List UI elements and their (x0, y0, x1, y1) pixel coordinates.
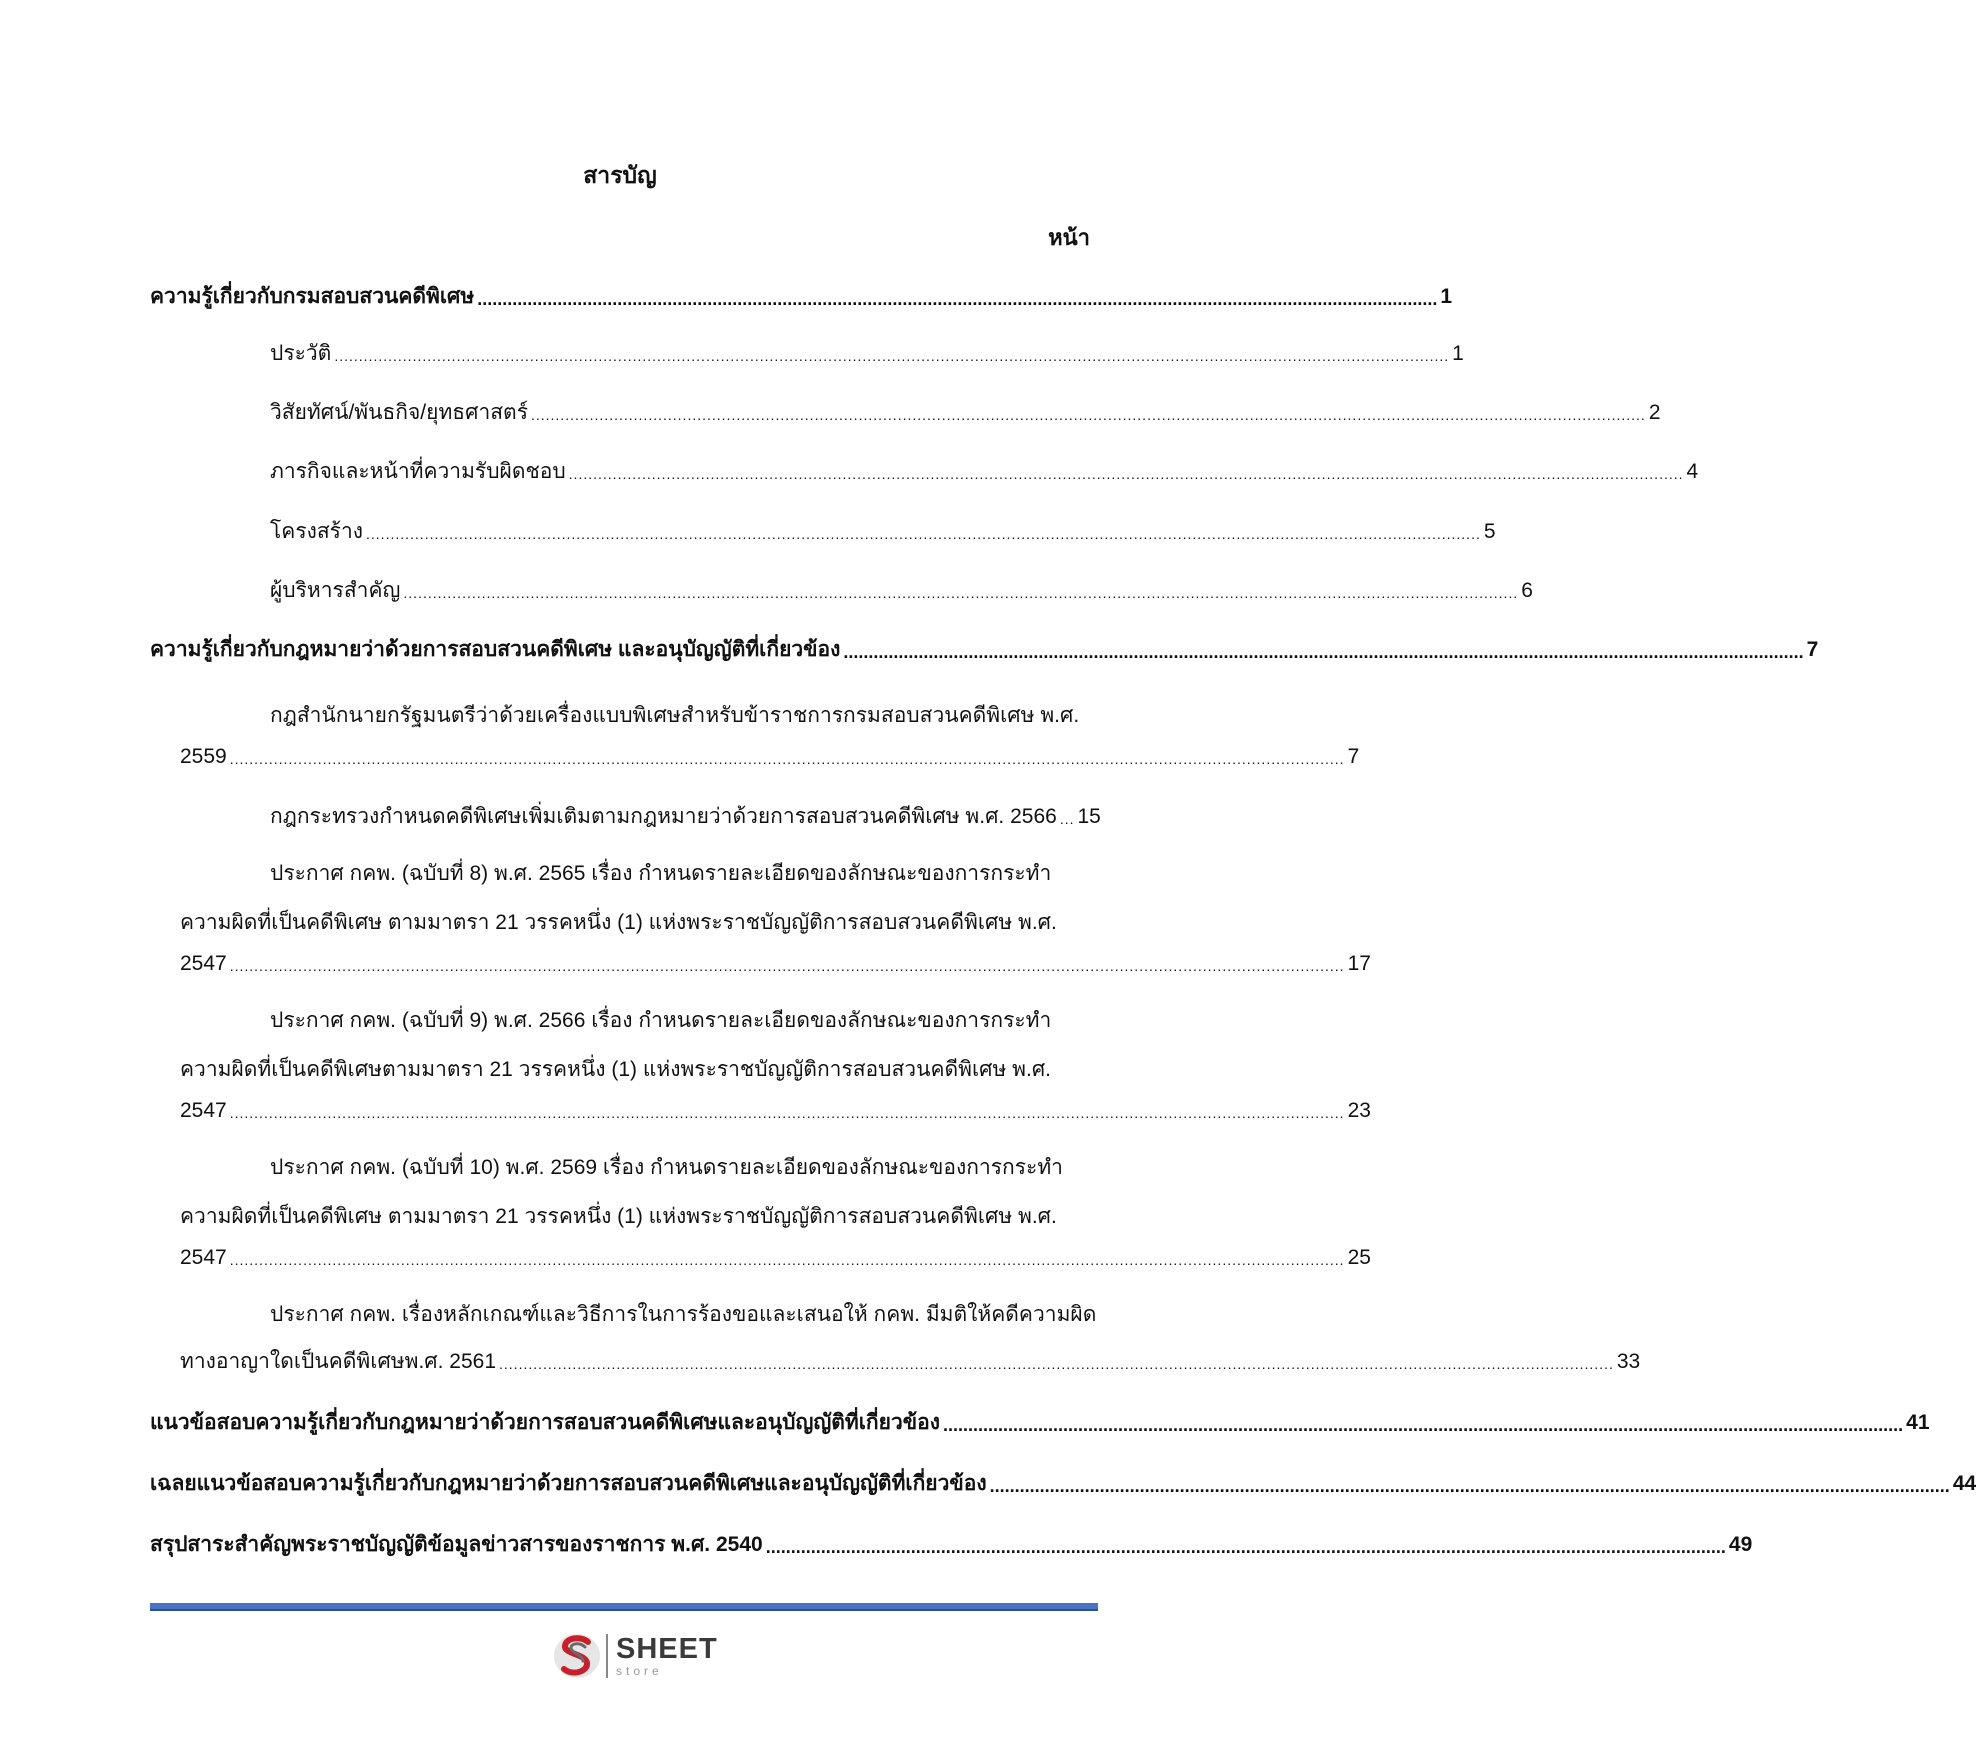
toc-item-criteria-announcement[interactable] (180, 1341, 1641, 1375)
footer-rule (150, 1603, 1098, 1611)
toc-entry-label: 2547 (180, 1099, 227, 1122)
toc-item-structure[interactable] (270, 511, 1496, 545)
toc-item-announcement-8[interactable] (180, 943, 1371, 977)
toc-entry-label: ผู้บริหารสำคัญ (270, 579, 401, 602)
leader-dots: ................................................................................................................................................................................................ (843, 642, 1804, 662)
toc-page-number: 25 (1347, 1246, 1371, 1269)
toc-item-line: ประกาศ กคพ. (ฉบับที่ 9) พ.ศ. 2566 เรื่อง กำหนดรายละเอียดของลักษณะของการกระทำ (270, 1009, 1052, 1032)
sheet-store-logo (552, 1628, 722, 1684)
leader-dots: .................................................................................................................................................................................................................................... (568, 466, 1684, 482)
toc-item-executives[interactable] (270, 570, 1533, 604)
toc-page-number: 7 (1347, 745, 1360, 768)
toc-entry-label: ความรู้เกี่ยวกับกฎหมายว่าด้วยการสอบสวนคดีพิเศษ และอนุบัญญัติที่เกี่ยวข้อง (150, 638, 841, 661)
toc-entry-label: วิสัยทัศน์/พันธกิจ/ยุทธศาสตร์ (270, 401, 528, 424)
toc-entry-label: ประวัติ (270, 342, 332, 365)
sheet-store-logo-icon (552, 1630, 602, 1682)
toc-page-number: 33 (1616, 1350, 1641, 1373)
page-column-header: หน้า (1048, 225, 1090, 250)
toc-page-number: 41 (1906, 1411, 1930, 1434)
toc-page-number: 1 (1440, 285, 1453, 308)
toc-entry-label: กฎกระทรวงกำหนดคดีพิเศษเพิ่มเติมตามกฎหมายว่าด้วยการสอบสวนคดีพิเศษ พ.ศ. 2566 (270, 805, 1057, 828)
toc-entry-label: ความรู้เกี่ยวกับกรมสอบสวนคดีพิเศษ (150, 285, 475, 308)
leader-dots: ................................................................................................................................................................................................ (942, 1415, 1904, 1435)
toc-item-line: ความผิดที่เป็นคดีพิเศษ ตามมาตรา 21 วรรคหนึ่ง (1) แห่งพระราชบัญญัติการสอบสวนคดีพิเศษ พ.ศ. (180, 911, 1057, 934)
toc-item-history[interactable] (270, 333, 1464, 367)
toc-item-line: กฎสำนักนายกรัฐมนตรีว่าด้วยเครื่องแบบพิเศษสำหรับข้าราชการกรมสอบสวนคดีพิเศษ พ.ศ. (270, 704, 1080, 727)
toc-entry-label: สรุปสาระสำคัญพระราชบัญญัติข้อมูลข่าวสารของราชการ พ.ศ. 2540 (150, 1533, 763, 1556)
toc-section-practice-exam[interactable] (150, 1402, 1930, 1436)
toc-item-line: ความผิดที่เป็นคดีพิเศษ ตามมาตรา 21 วรรคหนึ่ง (1) แห่งพระราชบัญญัติการสอบสวนคดีพิเศษ พ.ศ. (180, 1205, 1057, 1228)
toc-section-info-act-summary[interactable] (150, 1524, 1753, 1558)
toc-item-line: ประกาศ กคพ. เรื่องหลักเกณฑ์และวิธีการในการร้องขอและเสนอให้ กคพ. มีมติให้คดีความผิด (270, 1303, 1097, 1326)
leader-dots: .................................................................................................................................................................................................................................... (229, 751, 1345, 767)
toc-entry-label: 2547 (180, 952, 227, 975)
toc-entry-label: แนวข้อสอบความรู้เกี่ยวกับกฎหมายว่าด้วยการสอบสวนคดีพิเศษและอนุบัญญัติที่เกี่ยวข้อง (150, 1411, 940, 1434)
logo-main-text: SHEET (616, 1633, 718, 1665)
toc-item-vision[interactable] (270, 392, 1661, 426)
toc-page-number: 6 (1521, 579, 1533, 602)
toc-entry-label: เฉลยแนวข้อสอบความรู้เกี่ยวกับกฎหมายว่าด้วยการสอบสวนคดีพิเศษและอนุบัญญัติที่เกี่ยวข้อง (150, 1472, 987, 1495)
leader-dots: .................................................................................................................................................................................................................................... (530, 407, 1646, 423)
leader-dots: .................................................................................................................................................................................................................................... (229, 1105, 1345, 1121)
toc-item-line: ความผิดที่เป็นคดีพิเศษตามมาตรา 21 วรรคหนึ่ง (1) แห่งพระราชบัญญัติการสอบสวนคดีพิเศษ พ.ศ. (180, 1058, 1052, 1081)
toc-entry-label: 2547 (180, 1246, 227, 1269)
toc-section-dsi-law[interactable] (150, 629, 1819, 663)
leader-dots: ... (1059, 811, 1075, 827)
toc-page-number: 1 (1452, 342, 1464, 365)
toc-page-number: 49 (1728, 1533, 1753, 1556)
leader-dots: .................................................................................................................................................................................................................................... (366, 526, 1481, 542)
toc-item-announcement-9[interactable] (180, 1090, 1371, 1124)
toc-item-duties[interactable] (270, 451, 1699, 485)
toc-section-dsi-knowledge[interactable] (150, 276, 1453, 310)
leader-dots: .................................................................................................................................................................................................................................... (229, 1252, 1345, 1268)
logo-divider (606, 1634, 608, 1678)
toc-entry-label: ทางอาญาใดเป็นคดีพิเศษพ.ศ. 2561 (180, 1350, 497, 1373)
toc-entry-label: โครงสร้าง (270, 520, 364, 543)
toc-page-number: 15 (1077, 805, 1101, 828)
leader-dots: .................................................................................................................................................................................................................................... (229, 958, 1345, 974)
toc-item-ministerial-regulation[interactable] (270, 796, 1101, 830)
toc-item-announcement-10[interactable] (180, 1237, 1371, 1271)
toc-page-number: 4 (1686, 460, 1699, 483)
toc-item-line: ประกาศ กคพ. (ฉบับที่ 8) พ.ศ. 2565 เรื่อง กำหนดรายละเอียดของลักษณะของการกระทำ (270, 862, 1052, 885)
toc-page-number: 23 (1347, 1099, 1371, 1122)
toc-page-number: 2 (1648, 401, 1661, 424)
toc-entry-label: ภารกิจและหน้าที่ความรับผิดชอบ (270, 460, 566, 483)
logo-sub-text: store (616, 1664, 663, 1678)
leader-dots: .................................................................................................................................................................................................................................... (499, 1356, 1614, 1372)
toc-item-line: ประกาศ กคพ. (ฉบับที่ 10) พ.ศ. 2569 เรื่อง กำหนดรายละเอียดของลักษณะของการกระทำ (270, 1156, 1063, 1179)
page-title: สารบัญ (583, 162, 657, 188)
toc-page-number: 5 (1483, 520, 1496, 543)
logo-wordmark (616, 1635, 718, 1677)
toc-page-number: 17 (1347, 952, 1371, 975)
leader-dots: .................................................................................................................................................................................................................................... (334, 348, 1450, 364)
leader-dots: ................................................................................................................................................................................................ (989, 1476, 1950, 1496)
leader-dots: .................................................................................................................................................................................................................................... (403, 585, 1519, 601)
toc-item-uniform-regulation[interactable] (180, 736, 1360, 770)
leader-dots: ................................................................................................................................................................................................ (765, 1537, 1726, 1557)
toc-section-exam-answers[interactable] (150, 1463, 1976, 1497)
toc-page-number: 7 (1806, 638, 1819, 661)
toc-page-number: 44 (1952, 1472, 1976, 1495)
leader-dots: ................................................................................................................................................................................................ (477, 289, 1438, 309)
toc-entry-label: 2559 (180, 745, 227, 768)
